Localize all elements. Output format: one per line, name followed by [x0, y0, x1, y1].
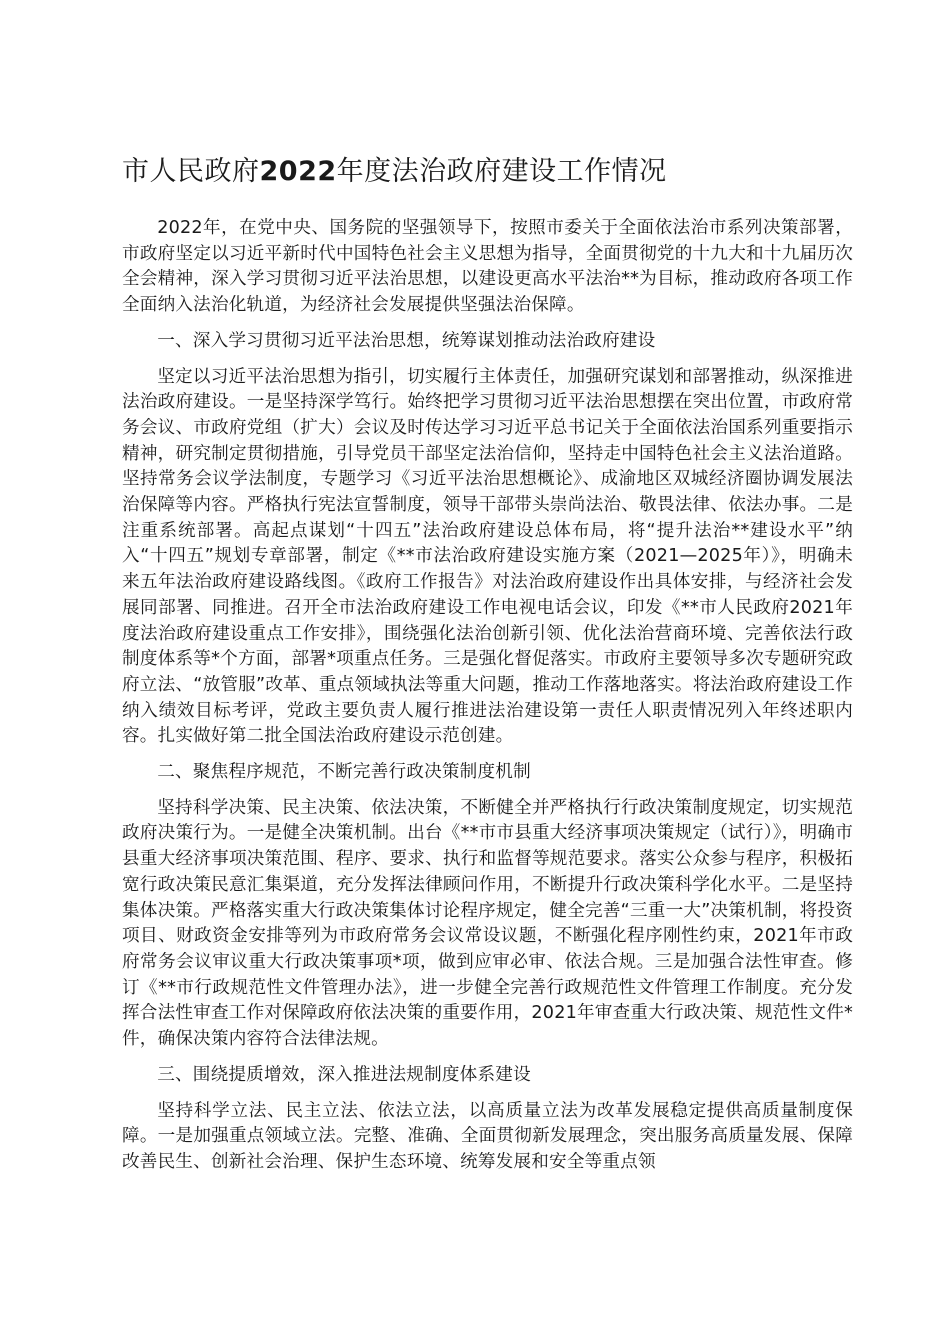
title-suffix: 年度法治政府建设工作情况: [336, 156, 667, 187]
document-title: [122, 152, 853, 192]
section-heading-2: 二、聚焦程序规范，不断完善行政决策制度机制: [157, 762, 531, 783]
section-body-3: 坚持科学立法、民主立法、依法立法，以高质量立法为改革发展稳定提供高质量制度保障。一是加强重点领域立法。完整、准确、全面贯彻新发展理念，突出服务高质量发展、保障改善民生、创新社会治理、保护生态环境、统筹发展和安全等重点领: [122, 1100, 853, 1172]
title-year: 2022: [259, 156, 337, 187]
intro-paragraph: 2022年，在党中央、国务院的坚强领导下，按照市委关于全面依法治市系列决策部署，市政府坚定以习近平新时代中国特色社会主义思想为指导，全面贯彻党的十九大和十九届历次全会精神，深入学习贯彻习近平法治思想，以建设更高水平法治**为目标，推动政府各项工作全面纳入法治化轨道，为经济社会发展提供坚强法治保障。: [122, 218, 853, 316]
title-prefix: 市人民政府: [122, 156, 260, 187]
section-heading-3: 三、围绕提质增效，深入推进法规制度体系建设: [157, 1064, 531, 1085]
document-page: [122, 152, 853, 1176]
section-body-2: 坚持科学决策、民主决策、依法决策，不断健全并严格执行行政决策制度规定，切实规范政府决策行为。一是健全决策机制。出台《**市市县重大经济事项决策规定（试行）》，明确市县重大经济事项决策范围、程序、要求、执行和监督等规范要求。落实公众参与程序，积极拓宽行政决策民意汇集渠道，充分发挥法律顾问作用，不断提升行政决策科学化水平。二是坚持集体决策。严格落实重大行政决策集体讨论程序规定，健全完善“三重一大”决策机制，将投资项目、财政资金安排等列为市政府常务会议常设议题，不断强化程序刚性约束，2021年市政府常务会议审议重大行政决策事项*项，做到应审必审、依法合规。三是加强合法性审查。修订《**市行政规范性文件管理办法》，进一步健全完善行政规范性文件管理工作制度。充分发挥合法性审查工作对保障政府依法决策的重要作用，2021年审查重大行政决策、规范性文件*件，确保决策内容符合法律法规。: [122, 797, 853, 1050]
section-heading-1: 一、深入学习贯彻习近平法治思想，统筹谋划推动法治政府建设: [157, 330, 656, 351]
section-body-1: 坚定以习近平法治思想为指引，切实履行主体责任，加强研究谋划和部署推动，纵深推进法治政府建设。一是坚持深学笃行。始终把学习贯彻习近平法治思想摆在突出位置，市政府常务会议、市政府党组（扩大）会议及时传达学习习近平总书记关于全面依法治国系列重要指示精神，研究制定贯彻措施，引导党员干部坚定法治信仰，坚持走中国特色社会主义法治道路。坚持常务会议学法制度，专题学习《习近平法治思想概论》、成渝地区双城经济圈协调发展法治保障等内容。严格执行宪法宣誓制度，领导干部带头崇尚法治、敬畏法律、依法办事。二是注重系统部署。高起点谋划“十四五”法治政府建设总体布局，将“提升法治**建设水平”纳入“十四五”规划专章部署，制定《**市法治政府建设实施方案（2021—2025年）》，明确未来五年法治政府建设路线图。《政府工作报告》对法治政府建设作出具体安排，与经济社会发展同部署、同推进。召开全市法治政府建设工作电视电话会议，印发《**市人民政府2021年度法治政府建设重点工作安排》，围绕强化法治创新引领、优化法治营商环境、完善依法行政制度体系等*个方面，部署*项重点任务。三是强化督促落实。市政府主要领导多次专题研究政府立法、“放管服”改革、重点领域执法等重大问题，推动工作落地落实。将法治政府建设工作纳入绩效目标考评，党政主要负责人履行推进法治建设第一责任人职责情况列入年终述职内容。扎实做好第二批全国法治政府建设示范创建。: [122, 366, 853, 747]
